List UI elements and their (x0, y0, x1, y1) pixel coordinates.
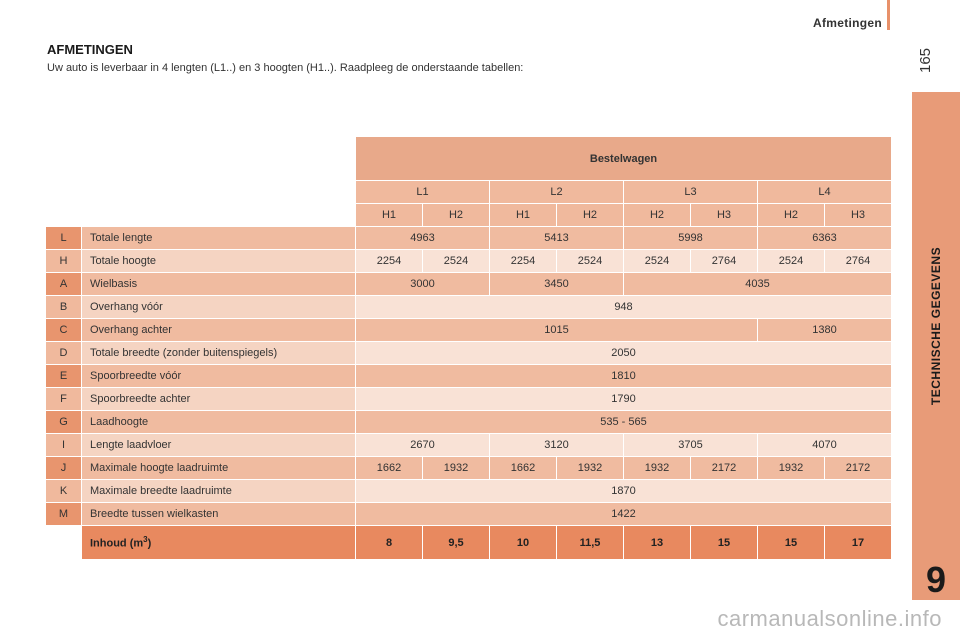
row-code: A (46, 273, 82, 296)
value-cell: 1810 (356, 365, 892, 388)
height-header-cell: H2 (423, 204, 490, 227)
value-cell: 3450 (490, 273, 624, 296)
table-row (46, 503, 892, 526)
value-cell: 4070 (758, 434, 892, 457)
value-cell: 2254 (356, 250, 423, 273)
value-cell: 1015 (356, 319, 758, 342)
inhoud-value-cell: 8 (356, 526, 423, 560)
length-header-cell: L3 (624, 181, 758, 204)
value-cell: 2050 (356, 342, 892, 365)
row-label: Wielbasis (82, 273, 356, 296)
table-row (46, 342, 892, 365)
watermark: carmanualsonline.info (717, 606, 942, 631)
height-header-cell: H3 (691, 204, 758, 227)
value-cell: 2524 (624, 250, 691, 273)
length-header-cell: L2 (490, 181, 624, 204)
value-cell: 2524 (758, 250, 825, 273)
value-cell: 2524 (557, 250, 624, 273)
table-row (46, 273, 892, 296)
inhoud-value-cell: 17 (825, 526, 892, 560)
blank-cell (46, 204, 356, 227)
row-code: E (46, 365, 82, 388)
value-cell: 1422 (356, 503, 892, 526)
row-label: Spoorbreedte achter (82, 388, 356, 411)
row-code: L (46, 227, 82, 250)
value-cell: 535 - 565 (356, 411, 892, 434)
height-header-cell: H3 (825, 204, 892, 227)
inhoud-value-cell: 15 (758, 526, 825, 560)
row-code: D (46, 342, 82, 365)
row-code: C (46, 319, 82, 342)
sidebar-label: TECHNISCHE GEGEVENS (929, 246, 943, 406)
table-row (46, 480, 892, 503)
value-cell: 1870 (356, 480, 892, 503)
chapter-sidebar (912, 92, 960, 560)
inhoud-label (82, 526, 356, 560)
table-row (46, 227, 892, 250)
table-row (46, 365, 892, 388)
row-label: Totale lengte (82, 227, 356, 250)
row-label: Breedte tussen wielkasten (82, 503, 356, 526)
table-row (46, 457, 892, 480)
blank-cell (46, 181, 356, 204)
row-label: Spoorbreedte vóór (82, 365, 356, 388)
value-cell: 1932 (758, 457, 825, 480)
value-cell: 1932 (624, 457, 691, 480)
value-cell: 1932 (557, 457, 624, 480)
chapter-box (912, 560, 960, 600)
inhoud-value-cell: 9,5 (423, 526, 490, 560)
height-header-cell: H2 (758, 204, 825, 227)
value-cell: 2764 (825, 250, 892, 273)
value-cell: 3000 (356, 273, 490, 296)
dimensions-table (45, 136, 892, 560)
table-row (46, 250, 892, 273)
length-header-cell: L4 (758, 181, 892, 204)
value-cell: 2764 (691, 250, 758, 273)
table-main-header: Bestelwagen (356, 137, 892, 181)
row-label: Overhang achter (82, 319, 356, 342)
row-code: H (46, 250, 82, 273)
row-label: Laadhoogte (82, 411, 356, 434)
table-row (46, 411, 892, 434)
height-header-row (46, 204, 892, 227)
header-title: Afmetingen (813, 16, 882, 30)
inhoud-label-superscript: 3 (143, 535, 148, 545)
value-cell: 2670 (356, 434, 490, 457)
inhoud-value-cell: 11,5 (557, 526, 624, 560)
value-cell: 3120 (490, 434, 624, 457)
table-row (46, 434, 892, 457)
value-cell: 1662 (356, 457, 423, 480)
table-row (46, 319, 892, 342)
table-row (46, 388, 892, 411)
blank-cell (46, 137, 356, 181)
row-label: Maximale breedte laadruimte (82, 480, 356, 503)
row-code: F (46, 388, 82, 411)
value-cell: 1662 (490, 457, 557, 480)
row-code: B (46, 296, 82, 319)
inhoud-label-close: ) (147, 537, 152, 550)
inhoud-label-text: Inhoud (m (90, 537, 144, 550)
value-cell: 948 (356, 296, 892, 319)
value-cell: 3705 (624, 434, 758, 457)
row-code: M (46, 503, 82, 526)
inhoud-value-cell: 13 (624, 526, 691, 560)
value-cell: 1932 (423, 457, 490, 480)
row-label: Totale breedte (zonder buitenspiegels) (82, 342, 356, 365)
section-intro: Uw auto is leverbaar in 4 lengten (L1..) en 3 hoogten (H1..). Raadpleeg de onderstaande tabellen: (47, 62, 524, 74)
value-cell: 5413 (490, 227, 624, 250)
height-header-cell: H2 (557, 204, 624, 227)
height-header-cell: H1 (356, 204, 423, 227)
value-cell: 2524 (423, 250, 490, 273)
value-cell: 6363 (758, 227, 892, 250)
page-number: 165 (916, 47, 934, 74)
header-accent-bar (887, 0, 890, 30)
height-header-cell: H2 (624, 204, 691, 227)
table-header-row (46, 137, 892, 181)
row-label: Totale hoogte (82, 250, 356, 273)
value-cell: 4035 (624, 273, 892, 296)
value-cell: 5998 (624, 227, 758, 250)
row-label: Overhang vóór (82, 296, 356, 319)
row-code: J (46, 457, 82, 480)
row-code: I (46, 434, 82, 457)
row-label: Lengte laadvloer (82, 434, 356, 457)
value-cell: 1790 (356, 388, 892, 411)
chapter-number: 9 (925, 559, 947, 600)
section-title: AFMETINGEN (47, 42, 133, 57)
row-code: G (46, 411, 82, 434)
length-header-row (46, 181, 892, 204)
height-header-cell: H1 (490, 204, 557, 227)
length-header-cell: L1 (356, 181, 490, 204)
inhoud-value-cell: 10 (490, 526, 557, 560)
inhoud-value-cell: 15 (691, 526, 758, 560)
row-code: K (46, 480, 82, 503)
row-label: Maximale hoogte laadruimte (82, 457, 356, 480)
value-cell: 2254 (490, 250, 557, 273)
table-row (46, 296, 892, 319)
value-cell: 2172 (825, 457, 892, 480)
value-cell: 2172 (691, 457, 758, 480)
blank-cell (46, 526, 82, 560)
inhoud-row (46, 526, 892, 560)
value-cell: 4963 (356, 227, 490, 250)
value-cell: 1380 (758, 319, 892, 342)
